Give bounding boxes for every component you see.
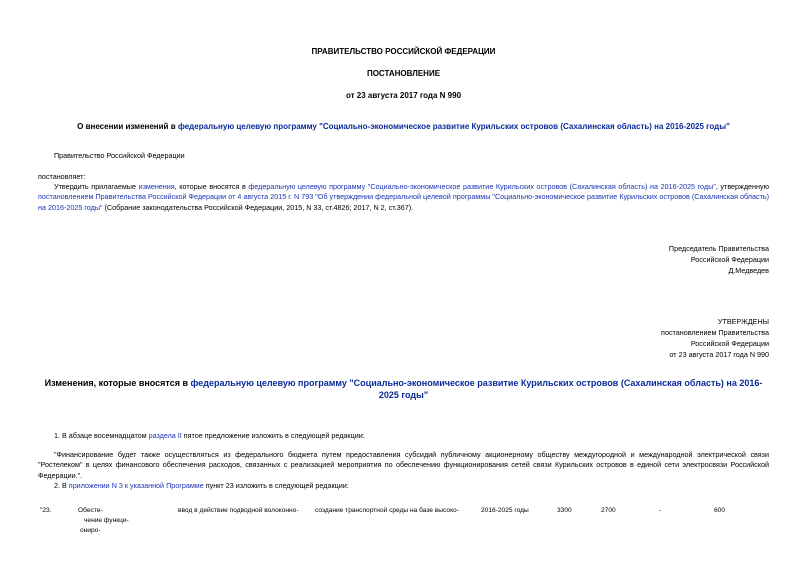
- approved-country: Российской Федерации: [690, 339, 769, 349]
- item-1-text-b: пятое предложение изложить в следующей редакции:: [181, 431, 365, 440]
- approved-block: [661, 316, 769, 361]
- signature-block: [669, 243, 769, 276]
- cell-result: ввод в действие подводной волоконно-: [178, 507, 299, 514]
- cell-regional: -: [659, 507, 662, 514]
- body-line-government: Правительство Российской Федерации: [54, 151, 185, 160]
- measure-line-2: чение функци-: [84, 516, 129, 524]
- title-prefix: О внесении изменений в: [77, 122, 178, 131]
- p1-text-d: (Собрание законодательства Российской Федерации, 2015, N 33, ст.4826; 2017, N 2, ст.367).: [102, 202, 414, 212]
- changes-link[interactable]: изменения: [138, 182, 175, 191]
- changes-title-prefix: Изменения, которые вносятся в: [44, 378, 191, 388]
- signature-position: Председатель Правительства: [668, 244, 769, 253]
- item-2-text-a: 2. В: [54, 481, 69, 490]
- item-1: [54, 431, 365, 441]
- program-table: [40, 506, 754, 536]
- decree-793-link[interactable]: постановлением Правительства Российской Федерации от 4 августа 2015 г. N 793 "Об утверждении федеральной целевой программы "Социально-экономическое развитие Курильских островов (Сахалинская область) на 2016-2025 годы": [38, 192, 769, 212]
- appendix-3-link[interactable]: приложении N 3 к указанной Программе: [68, 481, 204, 490]
- p1-text-c: , утвержденную: [715, 182, 769, 191]
- document-date: от 23 августа 2017 года N 990: [345, 91, 462, 100]
- approved-by: постановлением Правительства: [661, 328, 769, 338]
- cell-number: "23.: [40, 507, 52, 514]
- body-line-resolves: постановляет:: [38, 172, 86, 181]
- approved-label: УТВЕРЖДЕНЫ: [717, 317, 769, 326]
- table-row: [40, 506, 754, 536]
- document-type: ПОСТАНОВЛЕНИЕ: [366, 69, 441, 78]
- p1-text-a: Утвердить прилагаемые: [54, 182, 139, 191]
- title-program-link[interactable]: федеральную целевую программу "Социально-экономическое развитие Курильских островов (Сахалинская область) на 2016-2025 годы": [177, 122, 730, 131]
- government-heading: ПРАВИТЕЛЬСТВО РОССИЙСКОЙ ФЕДЕРАЦИИ: [311, 47, 496, 56]
- cell-federal: 2700: [601, 507, 616, 514]
- section-ii-link[interactable]: раздела II: [148, 431, 182, 440]
- cell-period: 2016-2025 годы: [481, 507, 529, 514]
- p1-text-b: , которые вносятся в: [174, 182, 249, 191]
- item-1-text-a: 1. В абзаце восемнадцатом: [54, 431, 149, 440]
- cell-other: 600: [714, 507, 726, 514]
- item-2-text-b: пункт 23 изложить в следующей редакции:: [203, 481, 349, 490]
- changes-title: [38, 378, 769, 401]
- resolution-paragraph: [38, 182, 769, 213]
- approved-date: от 23 августа 2017 года N 990: [669, 350, 769, 360]
- cell-indicator: создание транспортной среды на базе высоко-: [315, 507, 459, 514]
- changes-title-link[interactable]: федеральную целевую программу "Социально-экономическое развитие Курильских островов (Сахалинская область) на 2016-2025 годы": [190, 378, 763, 400]
- item-2: [54, 481, 349, 491]
- signature-country: Российской Федерации: [690, 255, 769, 265]
- quoted-text: "Финансирование будет также осуществляться из федерального бюджета путем предоставления субсидий публичному акционерному обществу междугородной и международной электрической связи "Ростелеком" в целях финансового обеспечения расходов, связанных с реализацией мероприятия по обеспечению функционирования сетей связи Курильских островов в единой сети электросвязи Российской Федерации.".: [38, 450, 769, 480]
- table: [40, 506, 754, 536]
- measure-line-1: Обесте-: [78, 507, 103, 514]
- program-link[interactable]: федеральную целевую программу "Социально-экономическое развитие Курильских островов (Сахалинская область) на 2016-2025 годы": [248, 182, 716, 191]
- document-title: [0, 121, 807, 133]
- measure-line-3: онирo-: [80, 526, 101, 534]
- cell-total: 3300: [557, 507, 572, 514]
- cell-measure: [76, 506, 178, 536]
- signature-name: Д.Медведев: [728, 266, 769, 276]
